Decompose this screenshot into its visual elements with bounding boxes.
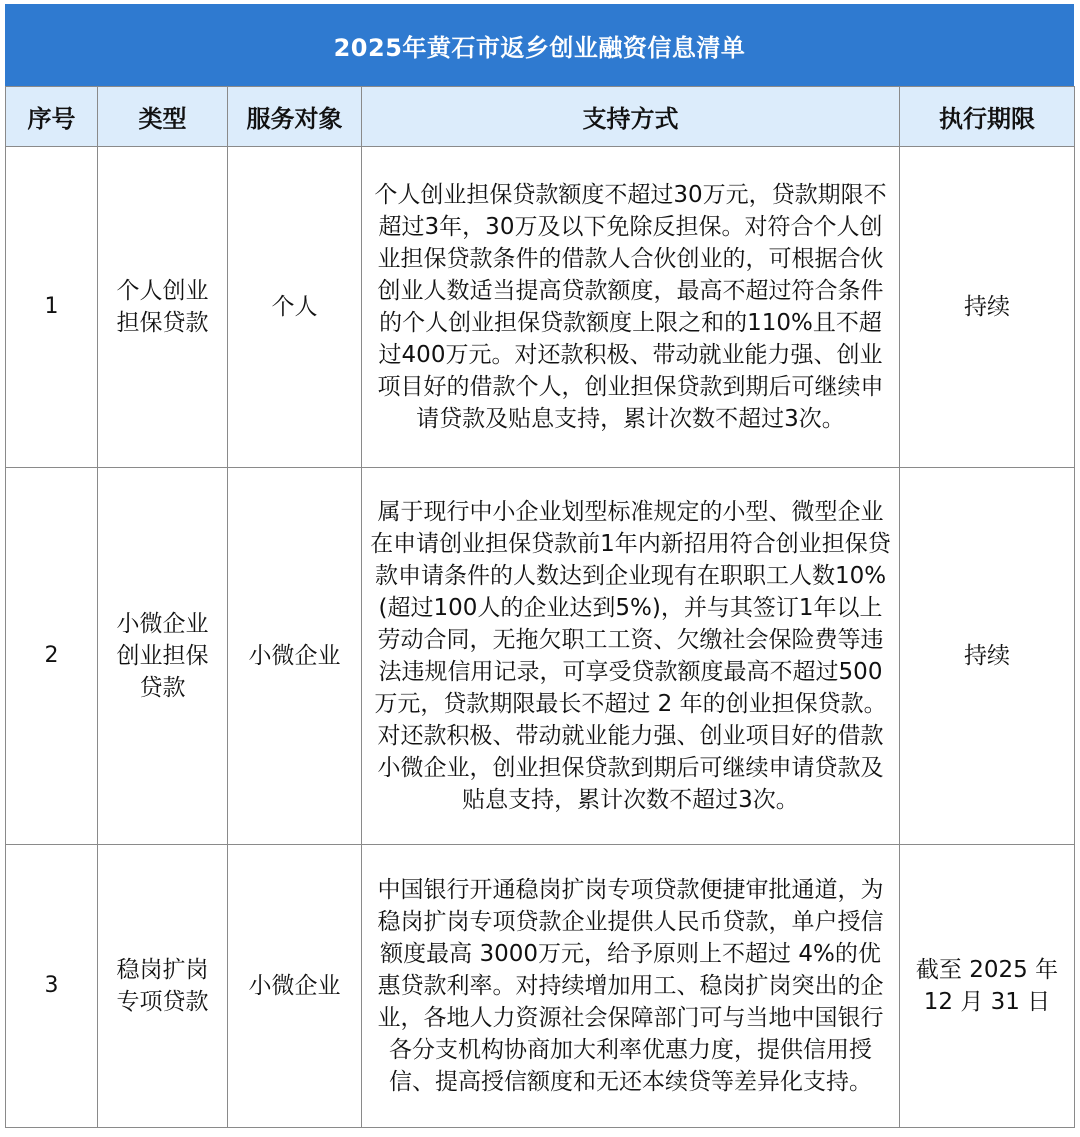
financing-list-sheet bbox=[5, 4, 1074, 1128]
header-no: 序号 bbox=[6, 87, 98, 147]
financing-table bbox=[5, 86, 1075, 1128]
header-target: 服务对象 bbox=[228, 87, 362, 147]
row-no: 2 bbox=[6, 468, 98, 845]
row-target: 小微企业 bbox=[228, 845, 362, 1128]
row-support: 属于现行中小企业划型标准规定的小型、微型企业在申请创业担保贷款前1年内新招用符合创业担保贷款申请条件的人数达到企业现有在职职工人数10%(超过100人的企业达到5%)，并与其签订1年以上劳动合同，无拖欠职工工资、欠缴社会保险费等违法违规信用记录，可享受贷款额度最高不超过500万元，贷款期限最长不超过 2 年的创业担保贷款。对还款积极、带动就业能力强、创业项目好的借款小微企业，创业担保贷款到期后可继续申请贷款及贴息支持，累计次数不超过3次。 bbox=[362, 468, 900, 845]
row-period: 持续 bbox=[900, 468, 1075, 845]
table-title: 2025年黄石市返乡创业融资信息清单 bbox=[5, 4, 1074, 86]
row-support: 个人创业担保贷款额度不超过30万元，贷款期限不超过3年，30万及以下免除反担保。对符合个人创业担保贷款条件的借款人合伙创业的，可根据合伙创业人数适当提高贷款额度，最高不超过符合条件的个人创业担保贷款额度上限之和的110%且不超过400万元。对还款积极、带动就业能力强、创业项目好的借款个人，创业担保贷款到期后可继续申请贷款及贴息支持，累计次数不超过3次。 bbox=[362, 147, 900, 468]
row-no: 3 bbox=[6, 845, 98, 1128]
table-row bbox=[6, 845, 1075, 1128]
row-period: 截至 2025 年 12 月 31 日 bbox=[900, 845, 1075, 1128]
row-type: 个人创业担保贷款 bbox=[98, 147, 228, 468]
row-type: 稳岗扩岗专项贷款 bbox=[98, 845, 228, 1128]
table-row bbox=[6, 147, 1075, 468]
row-support: 中国银行开通稳岗扩岗专项贷款便捷审批通道，为稳岗扩岗专项贷款企业提供人民币贷款，单户授信额度最高 3000万元，给予原则上不超过 4%的优惠贷款利率。对持续增加用工、稳岗扩岗突出的企业，各地人力资源社会保障部门可与当地中国银行各分支机构协商加大利率优惠力度，提供信用授信、提高授信额度和无还本续贷等差异化支持。 bbox=[362, 845, 900, 1128]
row-type: 小微企业创业担保贷款 bbox=[98, 468, 228, 845]
table-row bbox=[6, 468, 1075, 845]
header-period: 执行期限 bbox=[900, 87, 1075, 147]
row-no: 1 bbox=[6, 147, 98, 468]
row-target: 个人 bbox=[228, 147, 362, 468]
row-target: 小微企业 bbox=[228, 468, 362, 845]
header-row bbox=[6, 87, 1075, 147]
row-period: 持续 bbox=[900, 147, 1075, 468]
header-type: 类型 bbox=[98, 87, 228, 147]
header-support: 支持方式 bbox=[362, 87, 900, 147]
